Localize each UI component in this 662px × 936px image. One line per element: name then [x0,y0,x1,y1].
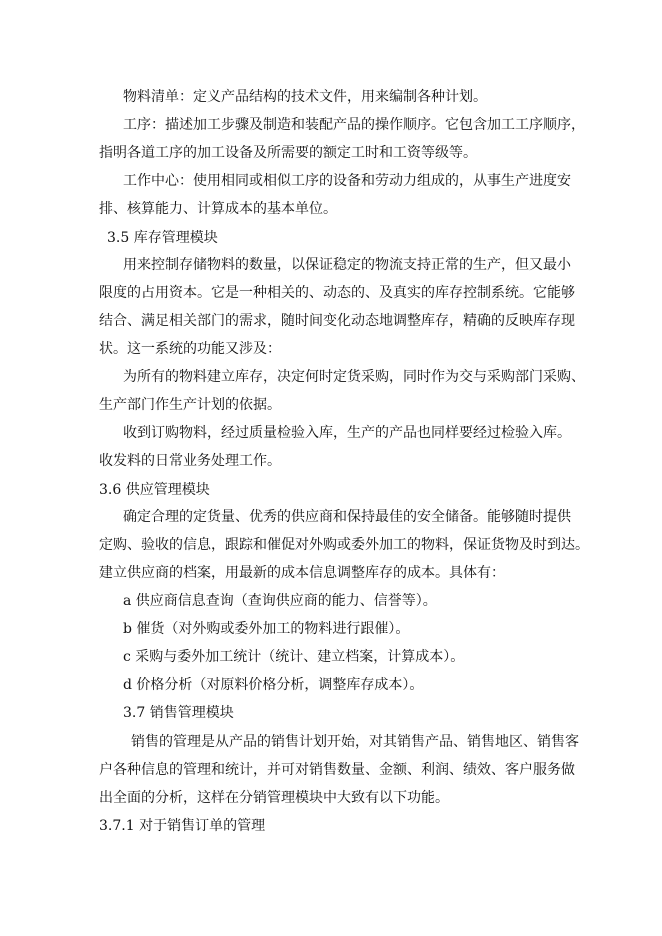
text-line-inventory-1: 用来控制存储物料的数量，以保证稳定的物流支持正常的生产，但又最小 [123,257,571,273]
text-line-supply-1: 确定合理的定货量、优秀的供应商和保持最佳的安全储备。能够随时提供 [123,509,571,525]
text-line-process-1: 工序：描述加工步骤及制造和装配产品的操作顺序。它包含加工工序顺序， [123,117,585,133]
text-line-workcenter-2: 排、核算能力、计算成本的基本单位。 [99,201,337,217]
list-item-b: b 催货（对外购或委外加工的物料进行跟催）。 [123,621,410,637]
text-line-inventory-3: 结合、满足相关部门的需求，随时间变化动态地调整库存，精确的反映库存现 [99,313,575,329]
text-line-inventory-5: 为所有的物料建立库存，决定何时定货采购，同时作为交与采购部门采购、 [123,369,585,385]
section-heading-3-7-1: 3.7.1 对于销售订单的管理 [99,818,266,834]
text-line-workcenter-1: 工作中心：使用相同或相似工序的设备和劳动力组成的，从事生产进度安 [123,173,571,189]
text-line-inventory-8: 收发料的日常业务处理工作。 [99,453,281,469]
text-line-sales-1: 销售的管理是从产品的销售计划开始，对其销售产品、销售地区、销售客 [131,734,579,750]
list-item-c: c 采购与委外加工统计（统计、建立档案，计算成本）。 [123,649,465,665]
text-line-inventory-4: 状。这一系统的功能又涉及： [99,341,281,357]
text-line-bom: 物料清单：定义产品结构的技术文件，用来编制各种计划。 [123,89,487,105]
section-heading-3-5: 3.5 库存管理模块 [107,230,218,246]
text-line-process-2: 指明各道工序的加工设备及所需要的额定工时和工资等级等。 [99,145,477,161]
text-line-inventory-7: 收到订购物料，经过质量检验入库，生产的产品也同样要经过检验入库。 [123,425,571,441]
list-item-a: a 供应商信息查询（查询供应商的能力、信誉等）。 [123,593,437,609]
text-line-inventory-2: 限度的占用资本。它是一种相关的、动态的、及真实的库存控制系统。它能够 [99,285,575,301]
section-heading-3-7: 3.7 销售管理模块 [123,705,234,721]
text-line-supply-3: 建立供应商的档案，用最新的成本信息调整库存的成本。具体有： [99,565,505,581]
text-line-sales-2: 户各种信息的管理和统计，并可对销售数量、金额、利润、绩效、客户服务做 [99,762,575,778]
text-line-sales-3: 出全面的分析，这样在分销管理模块中大致有以下功能。 [99,790,449,806]
list-item-d: d 价格分析（对原料价格分析，调整库存成本）。 [123,677,424,693]
text-line-inventory-6: 生产部门作生产计划的依据。 [99,397,281,413]
section-heading-3-6: 3.6 供应管理模块 [99,482,210,498]
text-line-supply-2: 定购、验收的信息，跟踪和催促对外购或委外加工的物料，保证货物及时到达。 [99,537,589,553]
